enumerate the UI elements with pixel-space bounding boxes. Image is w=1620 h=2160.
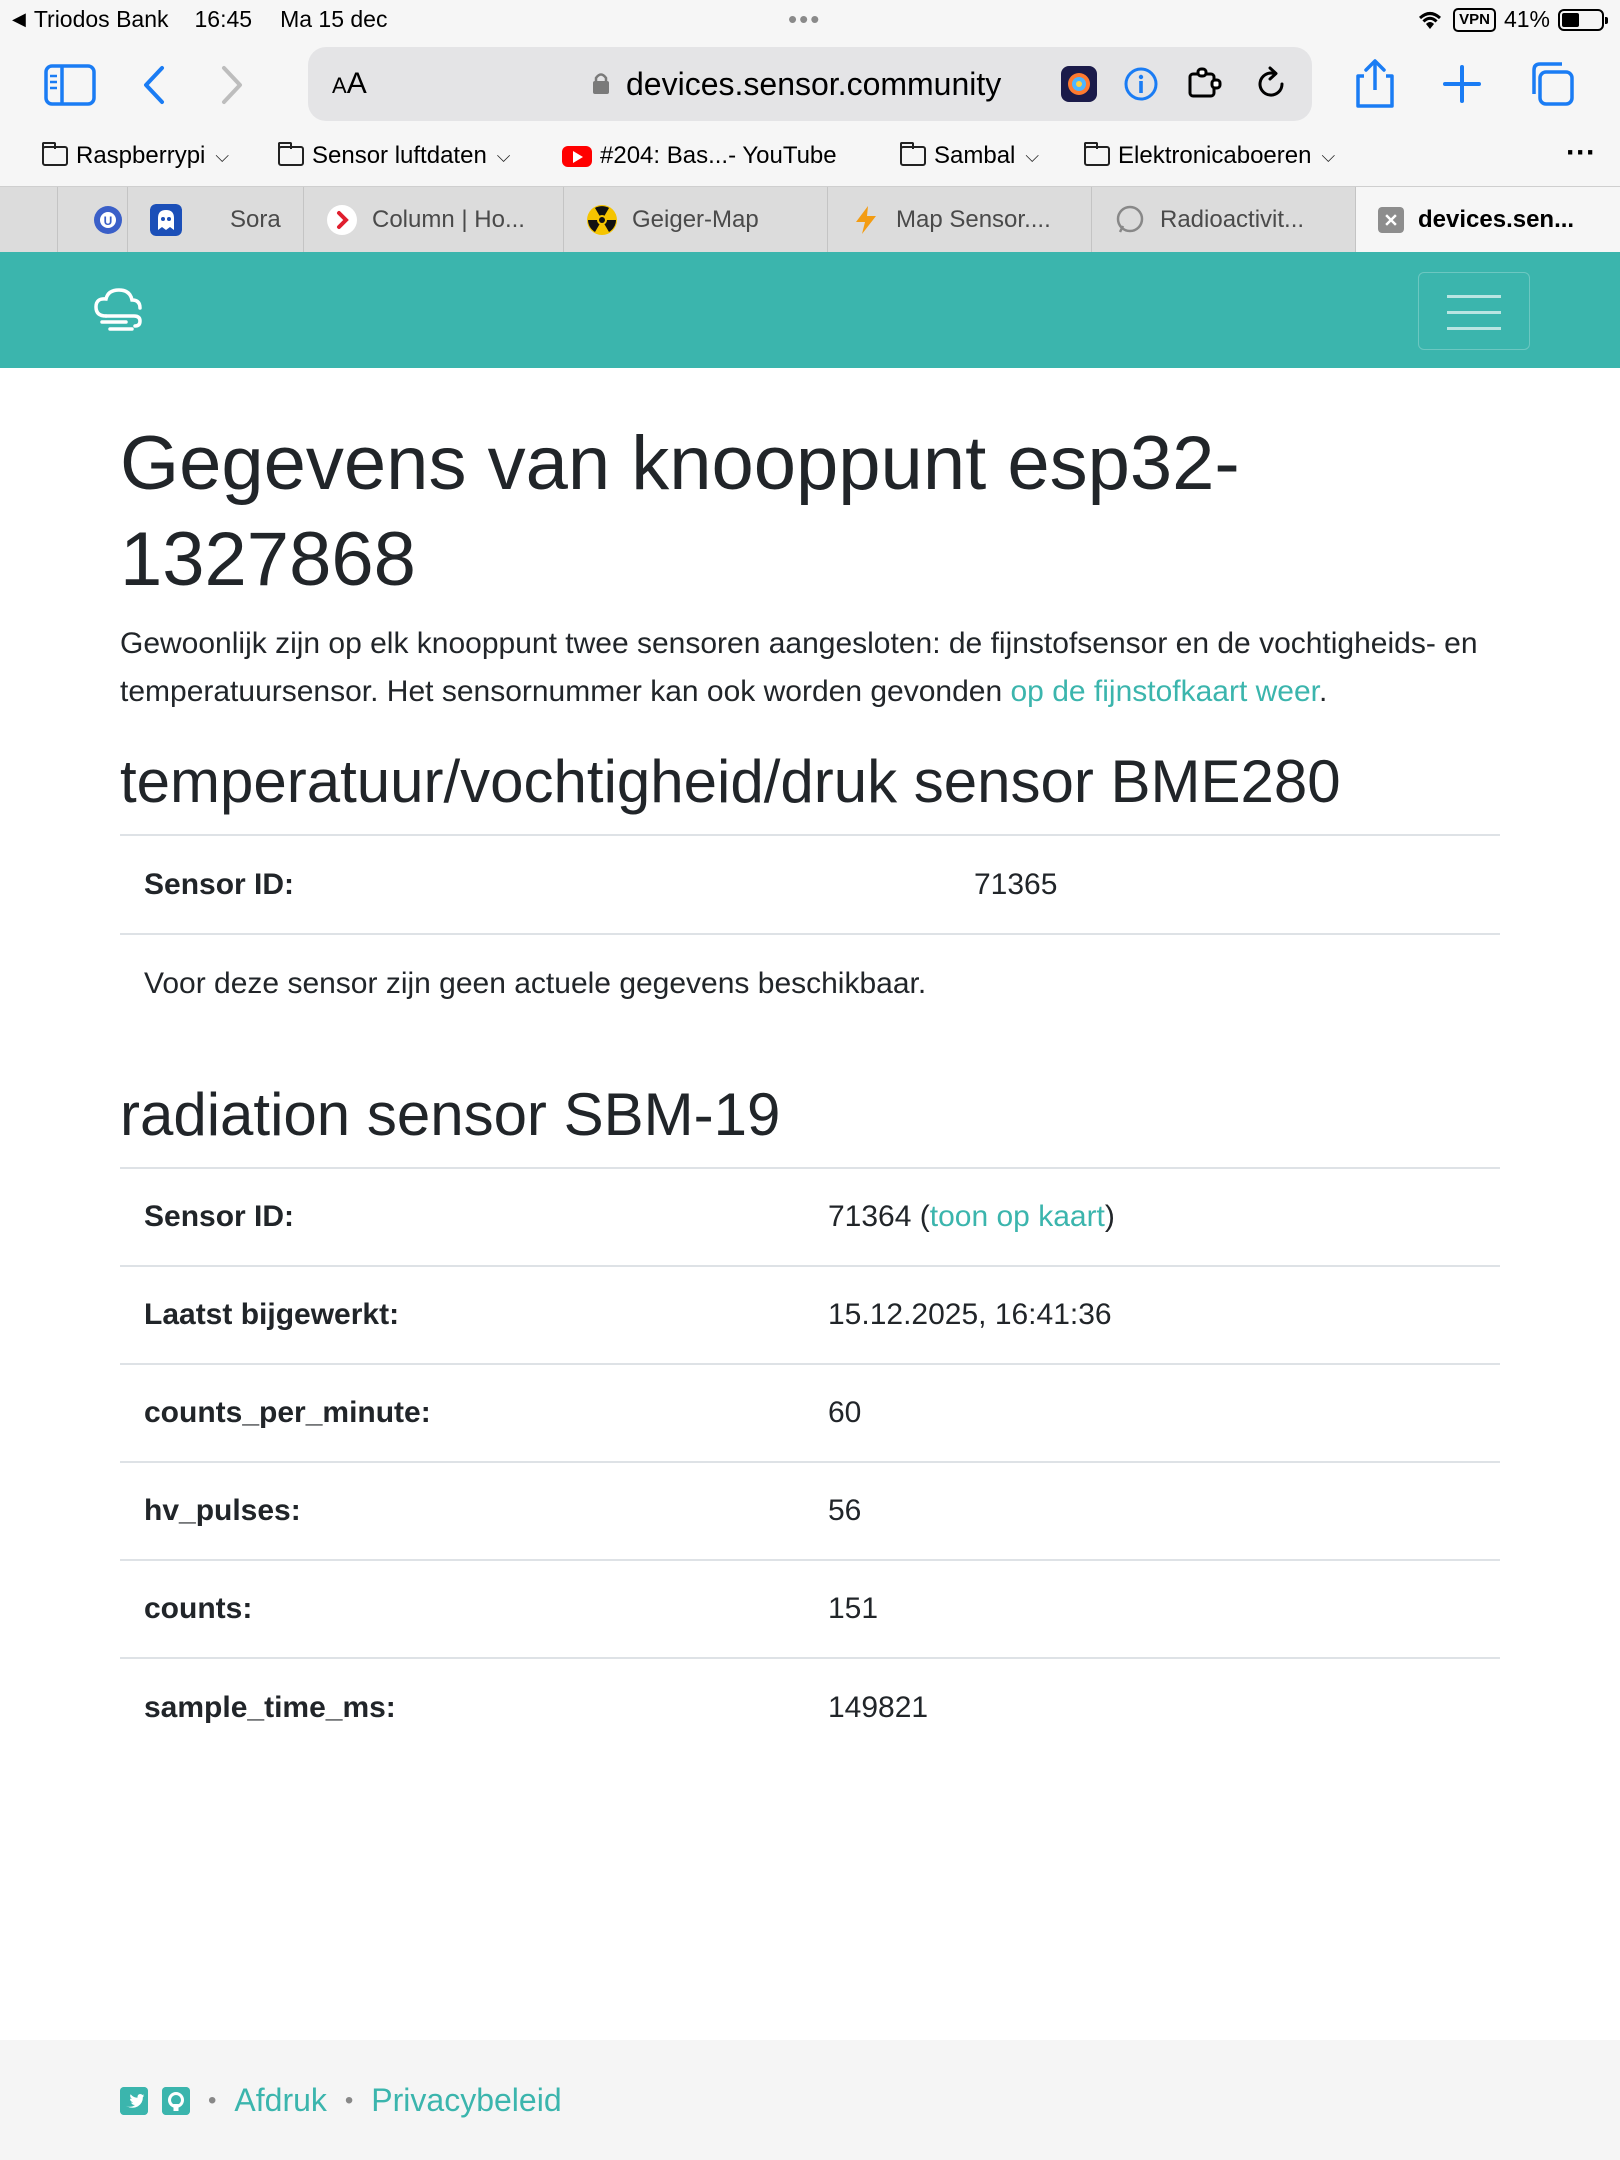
- row-value: 60: [804, 1364, 1500, 1462]
- no-data-message: Voor deze sensor zijn geen actuele gegevens beschikbaar.: [120, 933, 1500, 1031]
- table-row: [120, 835, 1500, 933]
- folder-icon: [900, 146, 926, 166]
- page-title: Gegevens van knooppunt esp32-1327868: [120, 421, 1240, 602]
- tab-pinned-1[interactable]: [58, 187, 128, 253]
- privacy-link[interactable]: Privacybeleid: [371, 2082, 562, 2118]
- row-key: counts:: [120, 1560, 804, 1658]
- bookmark-folder-sensor-luftdaten[interactable]: Sensor luftdaten ⌵: [278, 142, 510, 170]
- bookmark-youtube-video[interactable]: #204: Bas...- YouTube: [562, 142, 837, 170]
- chat-bubble-favicon-icon: [1114, 204, 1146, 236]
- reader-options-button[interactable]: AA: [332, 67, 367, 100]
- navbar-menu-button[interactable]: [1418, 272, 1530, 350]
- svg-text:U: U: [103, 214, 113, 228]
- main-content: [120, 368, 1500, 1756]
- row-key: sample_time_ms:: [120, 1658, 804, 1756]
- sensor-id-value-cell: 71364 (toon op kaart): [804, 1168, 1500, 1266]
- radiation-favicon-icon: [586, 204, 618, 236]
- show-on-map-link[interactable]: toon op kaart: [929, 1200, 1105, 1233]
- table-row: [120, 1266, 1500, 1364]
- bookmark-folder-sambal[interactable]: Sambal ⌵: [900, 142, 1039, 170]
- sensor-community-logo-icon[interactable]: [92, 286, 148, 334]
- sensor-sbm19-table: [120, 1167, 1500, 1756]
- battery-icon: [1558, 9, 1604, 31]
- bookmark-folder-elektronicaboeren[interactable]: Elektronicaboeren ⌵: [1084, 142, 1335, 170]
- tab-pinned-spacer: [0, 187, 58, 253]
- vpn-badge: VPN: [1453, 8, 1496, 32]
- new-tab-icon[interactable]: [1442, 64, 1482, 104]
- tab-sora[interactable]: Sora: [128, 187, 304, 253]
- sensor-id-value: 71365: [950, 835, 1500, 933]
- table-row: [120, 1462, 1500, 1560]
- date: Ma 15 dec: [280, 6, 388, 32]
- url-text[interactable]: devices.sensor.community: [626, 66, 1002, 102]
- table-row: [120, 1168, 1500, 1266]
- chevron-down-icon: ⌵: [1025, 145, 1040, 166]
- separator: •: [344, 2086, 354, 2114]
- tab-map-sensor[interactable]: Map Sensor....: [828, 187, 1092, 253]
- back-app-label[interactable]: Triodos Bank: [33, 6, 169, 32]
- battery-percent: 41%: [1503, 6, 1550, 32]
- chevron-down-icon: ⌵: [215, 145, 230, 166]
- row-key: counts_per_minute:: [120, 1364, 804, 1462]
- gear-favicon-icon: [92, 204, 124, 236]
- twitter-icon[interactable]: [120, 2087, 148, 2115]
- ghost-favicon-icon: [150, 204, 182, 236]
- lock-icon: [592, 71, 610, 95]
- tab-column[interactable]: Column | Ho...: [304, 187, 564, 253]
- sensor-id-label: Sensor ID:: [120, 1168, 804, 1266]
- sensor-sbm19-heading: radiation sensor SBM-19: [120, 1081, 781, 1148]
- row-value: 149821: [804, 1658, 1500, 1756]
- table-row: [120, 1560, 1500, 1658]
- lightning-favicon-icon: [850, 204, 882, 236]
- chevron-down-icon: ⌵: [496, 145, 511, 166]
- multitasking-dots-icon[interactable]: •••: [788, 4, 822, 34]
- tab-geiger-map[interactable]: Geiger-Map: [564, 187, 828, 253]
- tab-radioactivity[interactable]: Radioactivit...: [1092, 187, 1356, 253]
- row-value: 151: [804, 1560, 1500, 1658]
- tab-bar: [0, 186, 1620, 252]
- row-key: Laatst bijgewerkt:: [120, 1266, 804, 1364]
- row-key: hv_pulses:: [120, 1462, 804, 1560]
- row-value: 56: [804, 1462, 1500, 1560]
- table-row: [120, 1364, 1500, 1462]
- chevron-right-favicon-icon: [326, 204, 358, 236]
- wifi-icon: [1415, 9, 1445, 31]
- share-icon[interactable]: [1354, 58, 1396, 110]
- sidebar-toggle-icon[interactable]: [44, 64, 96, 106]
- chevron-down-icon: ⌵: [1321, 145, 1336, 166]
- fijnstofkaart-link[interactable]: op de fijnstofkaart weer: [1010, 675, 1320, 708]
- forward-icon[interactable]: [218, 64, 246, 106]
- separator: •: [208, 2086, 217, 2114]
- bookmarks-bar: [0, 130, 1620, 186]
- tab-devices-active[interactable]: devices.sen...: [1356, 187, 1620, 253]
- browser-toolbar: [0, 40, 1620, 130]
- site-navbar: [0, 252, 1620, 368]
- page-footer: [0, 2040, 1620, 2160]
- info-icon[interactable]: [1122, 65, 1160, 103]
- close-tab-icon[interactable]: [1378, 207, 1404, 233]
- clock: 16:45: [194, 6, 253, 32]
- intro-paragraph: Gewoonlijk zijn op elk knooppunt twee sensoren aangesloten: de fijnstofsensor en de vochtigheids- en temperatuursensor. Het sensornummer kan ook worden gevonden op de fijnstofkaart weer.: [120, 627, 1478, 708]
- youtube-icon: [562, 146, 592, 167]
- tab-overview-icon[interactable]: [1528, 60, 1576, 108]
- row-value: 15.12.2025, 16:41:36: [804, 1266, 1500, 1364]
- sensor-bme280-table: [120, 834, 1500, 933]
- reload-icon[interactable]: [1252, 65, 1290, 103]
- sensor-bme280-heading: temperatuur/vochtigheid/druk sensor BME280: [120, 748, 1341, 815]
- status-bar: [0, 0, 1620, 40]
- sensor-id-value: 71364: [828, 1200, 912, 1233]
- back-to-app-icon[interactable]: ◀: [12, 9, 26, 29]
- folder-icon: [42, 146, 68, 166]
- sensor-id-label: Sensor ID:: [120, 835, 950, 933]
- more-bookmarks-icon[interactable]: ···: [1566, 136, 1596, 169]
- back-icon[interactable]: [140, 64, 168, 106]
- github-icon[interactable]: [162, 2087, 190, 2115]
- address-bar[interactable]: [308, 47, 1312, 121]
- bookmark-folder-raspberrypi[interactable]: Raspberrypi ⌵: [42, 142, 229, 170]
- folder-icon: [278, 146, 304, 166]
- table-row: [120, 1658, 1500, 1756]
- imprint-link[interactable]: Afdruk: [234, 2082, 327, 2118]
- extension-colorful-icon[interactable]: [1060, 65, 1098, 103]
- extensions-puzzle-icon[interactable]: [1186, 65, 1224, 103]
- folder-icon: [1084, 146, 1110, 166]
